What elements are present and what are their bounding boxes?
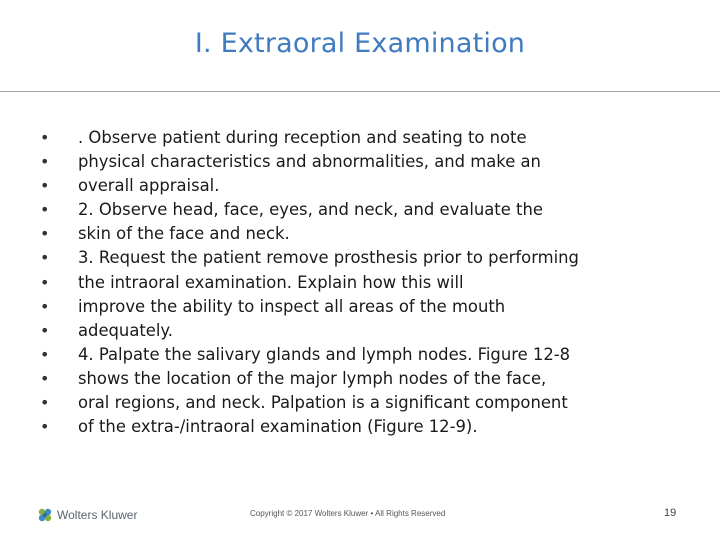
body-line: 2. Observe head, face, eyes, and neck, and evaluate the [78, 200, 543, 220]
copyright-notice: Copyright © 2017 Wolters Kluwer • All Rights Reserved [250, 509, 446, 518]
bullet-marker: • [40, 152, 50, 172]
page-number: 19 [664, 507, 677, 519]
body-line: improve the ability to inspect all areas of the mouth [78, 296, 506, 316]
wolters-kluwer-logo-icon [36, 506, 54, 524]
bullet-marker: • [40, 176, 50, 196]
body-line: shows the location of the major lymph nodes of the face, [78, 368, 547, 388]
bullet-marker: • [40, 417, 50, 437]
bullet-marker: • [40, 200, 50, 220]
publisher-logo [36, 506, 137, 524]
bullet-marker: • [40, 320, 50, 340]
body-line: . Observe patient during reception and seating to note [78, 128, 527, 147]
bullet-marker: • [40, 272, 50, 292]
bullet-marker: • [40, 344, 50, 364]
body-line: adequately. [78, 320, 174, 340]
bullet-marker: • [40, 393, 50, 413]
body-line: 3. Request the patient remove prosthesis prior to performing [78, 248, 579, 268]
body-text [78, 126, 698, 439]
bullet-marker: • [40, 368, 50, 388]
bullet-marker: • [40, 248, 50, 268]
body-line: 4. Palpate the salivary glands and lymph nodes. Figure 12-8 [78, 344, 571, 364]
logo-text: Wolters Kluwer [57, 508, 138, 522]
body-line: of the extra-/intraoral examination (Figure 12-9). [78, 417, 478, 437]
body-line: the intraoral examination. Explain how this will [78, 272, 464, 292]
bullet-marker: • [40, 224, 50, 244]
body-line: overall appraisal. [78, 176, 220, 196]
bullet-marker: • [40, 296, 50, 316]
body-line: oral regions, and neck. Palpation is a significant component [78, 393, 568, 413]
body-line: skin of the face and neck. [78, 224, 290, 244]
slide-title: I. Extraoral Examination [194, 28, 526, 59]
body-line: physical characteristics and abnormalities, and make an [78, 152, 541, 172]
bullet-marker: • [40, 128, 50, 147]
title-divider [0, 91, 720, 92]
bullet-column [40, 126, 56, 439]
